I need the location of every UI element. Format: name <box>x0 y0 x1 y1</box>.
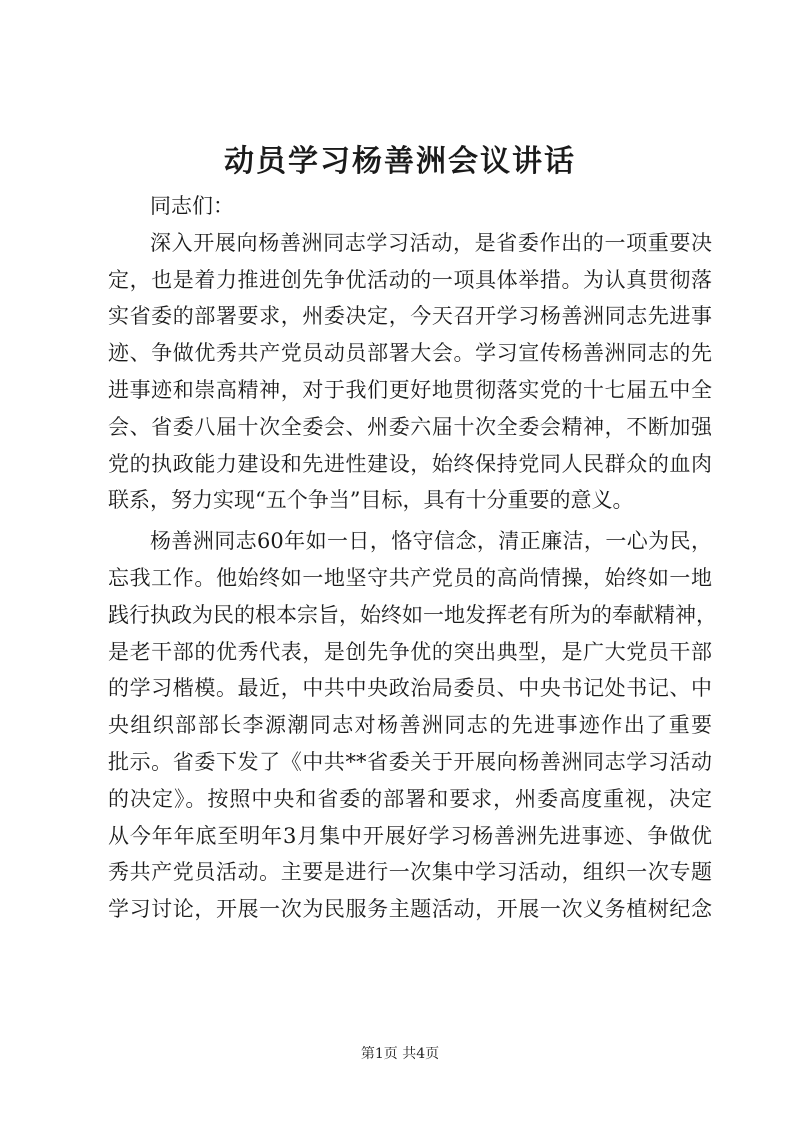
paragraph-line: 实省委的部署要求，州委决定，今天召开学习杨善洲同志先进事 <box>108 304 712 329</box>
paragraph-line: 深入开展向杨善洲同志学习活动，是省委作出的一项重要决 <box>150 230 712 255</box>
paragraph-line: 批示。省委下发了《中共**省委关于开展向杨善洲同志学习活动 <box>108 749 712 774</box>
paragraph-line: 从今年年底至明年3月集中开展好学习杨善洲先进事迹、争做优 <box>108 823 712 848</box>
paragraph-1 <box>108 225 712 519</box>
paragraph-line: 会、省委八届十次全委会、州委六届十次全委会精神，不断加强 <box>108 414 712 439</box>
paragraph-line: 的学习楷模。最近，中共中央政治局委员、中央书记处书记、中 <box>108 676 712 701</box>
paragraph-line: 联系，努力实现“五个争当”目标，具有十分重要的意义。 <box>108 488 634 513</box>
document-title: 动员学习杨善洲会议讲话 <box>224 144 576 179</box>
greeting: 同志们： <box>150 194 234 218</box>
paragraph-line: 进事迹和崇高精神，对于我们更好地贯彻落实党的十七届五中全 <box>108 377 712 402</box>
page-number: 第1页 共4页 <box>360 1046 440 1062</box>
paragraph-line: 是老干部的优秀代表，是创先争优的突出典型，是广大党员干部 <box>108 639 712 664</box>
paragraph-line: 践行执政为民的根本宗旨，始终如一地发挥老有所为的奉献精神， <box>108 602 717 627</box>
paragraph-line: 定，也是着力推进创先争优活动的一项具体举措。为认真贯彻落 <box>108 267 712 292</box>
paragraph-line: 秀共产党员活动。主要是进行一次集中学习活动，组织一次专题 <box>108 860 712 885</box>
paragraph-line: 迹、争做优秀共产党员动员部署大会。学习宣传杨善洲同志的先 <box>108 341 712 366</box>
paragraph-line: 的决定》。按照中央和省委的部署和要求，州委高度重视，决定 <box>108 786 712 811</box>
paragraph-line: 党的执政能力建设和先进性建设，始终保持党同人民群众的血肉 <box>108 451 712 476</box>
paragraph-2 <box>108 523 717 928</box>
document-body <box>108 188 717 928</box>
paragraph-line: 忘我工作。他始终如一地坚守共产党员的高尚情操，始终如一地 <box>108 565 712 590</box>
paragraph-line: 学习讨论，开展一次为民服务主题活动，开展一次义务植树纪念 <box>108 897 712 922</box>
paragraph-line: 央组织部部长李源潮同志对杨善洲同志的先进事迹作出了重要 <box>108 713 712 738</box>
paragraph-line: 杨善洲同志60年如一日，恪守信念，清正廉洁，一心为民， <box>150 529 712 554</box>
